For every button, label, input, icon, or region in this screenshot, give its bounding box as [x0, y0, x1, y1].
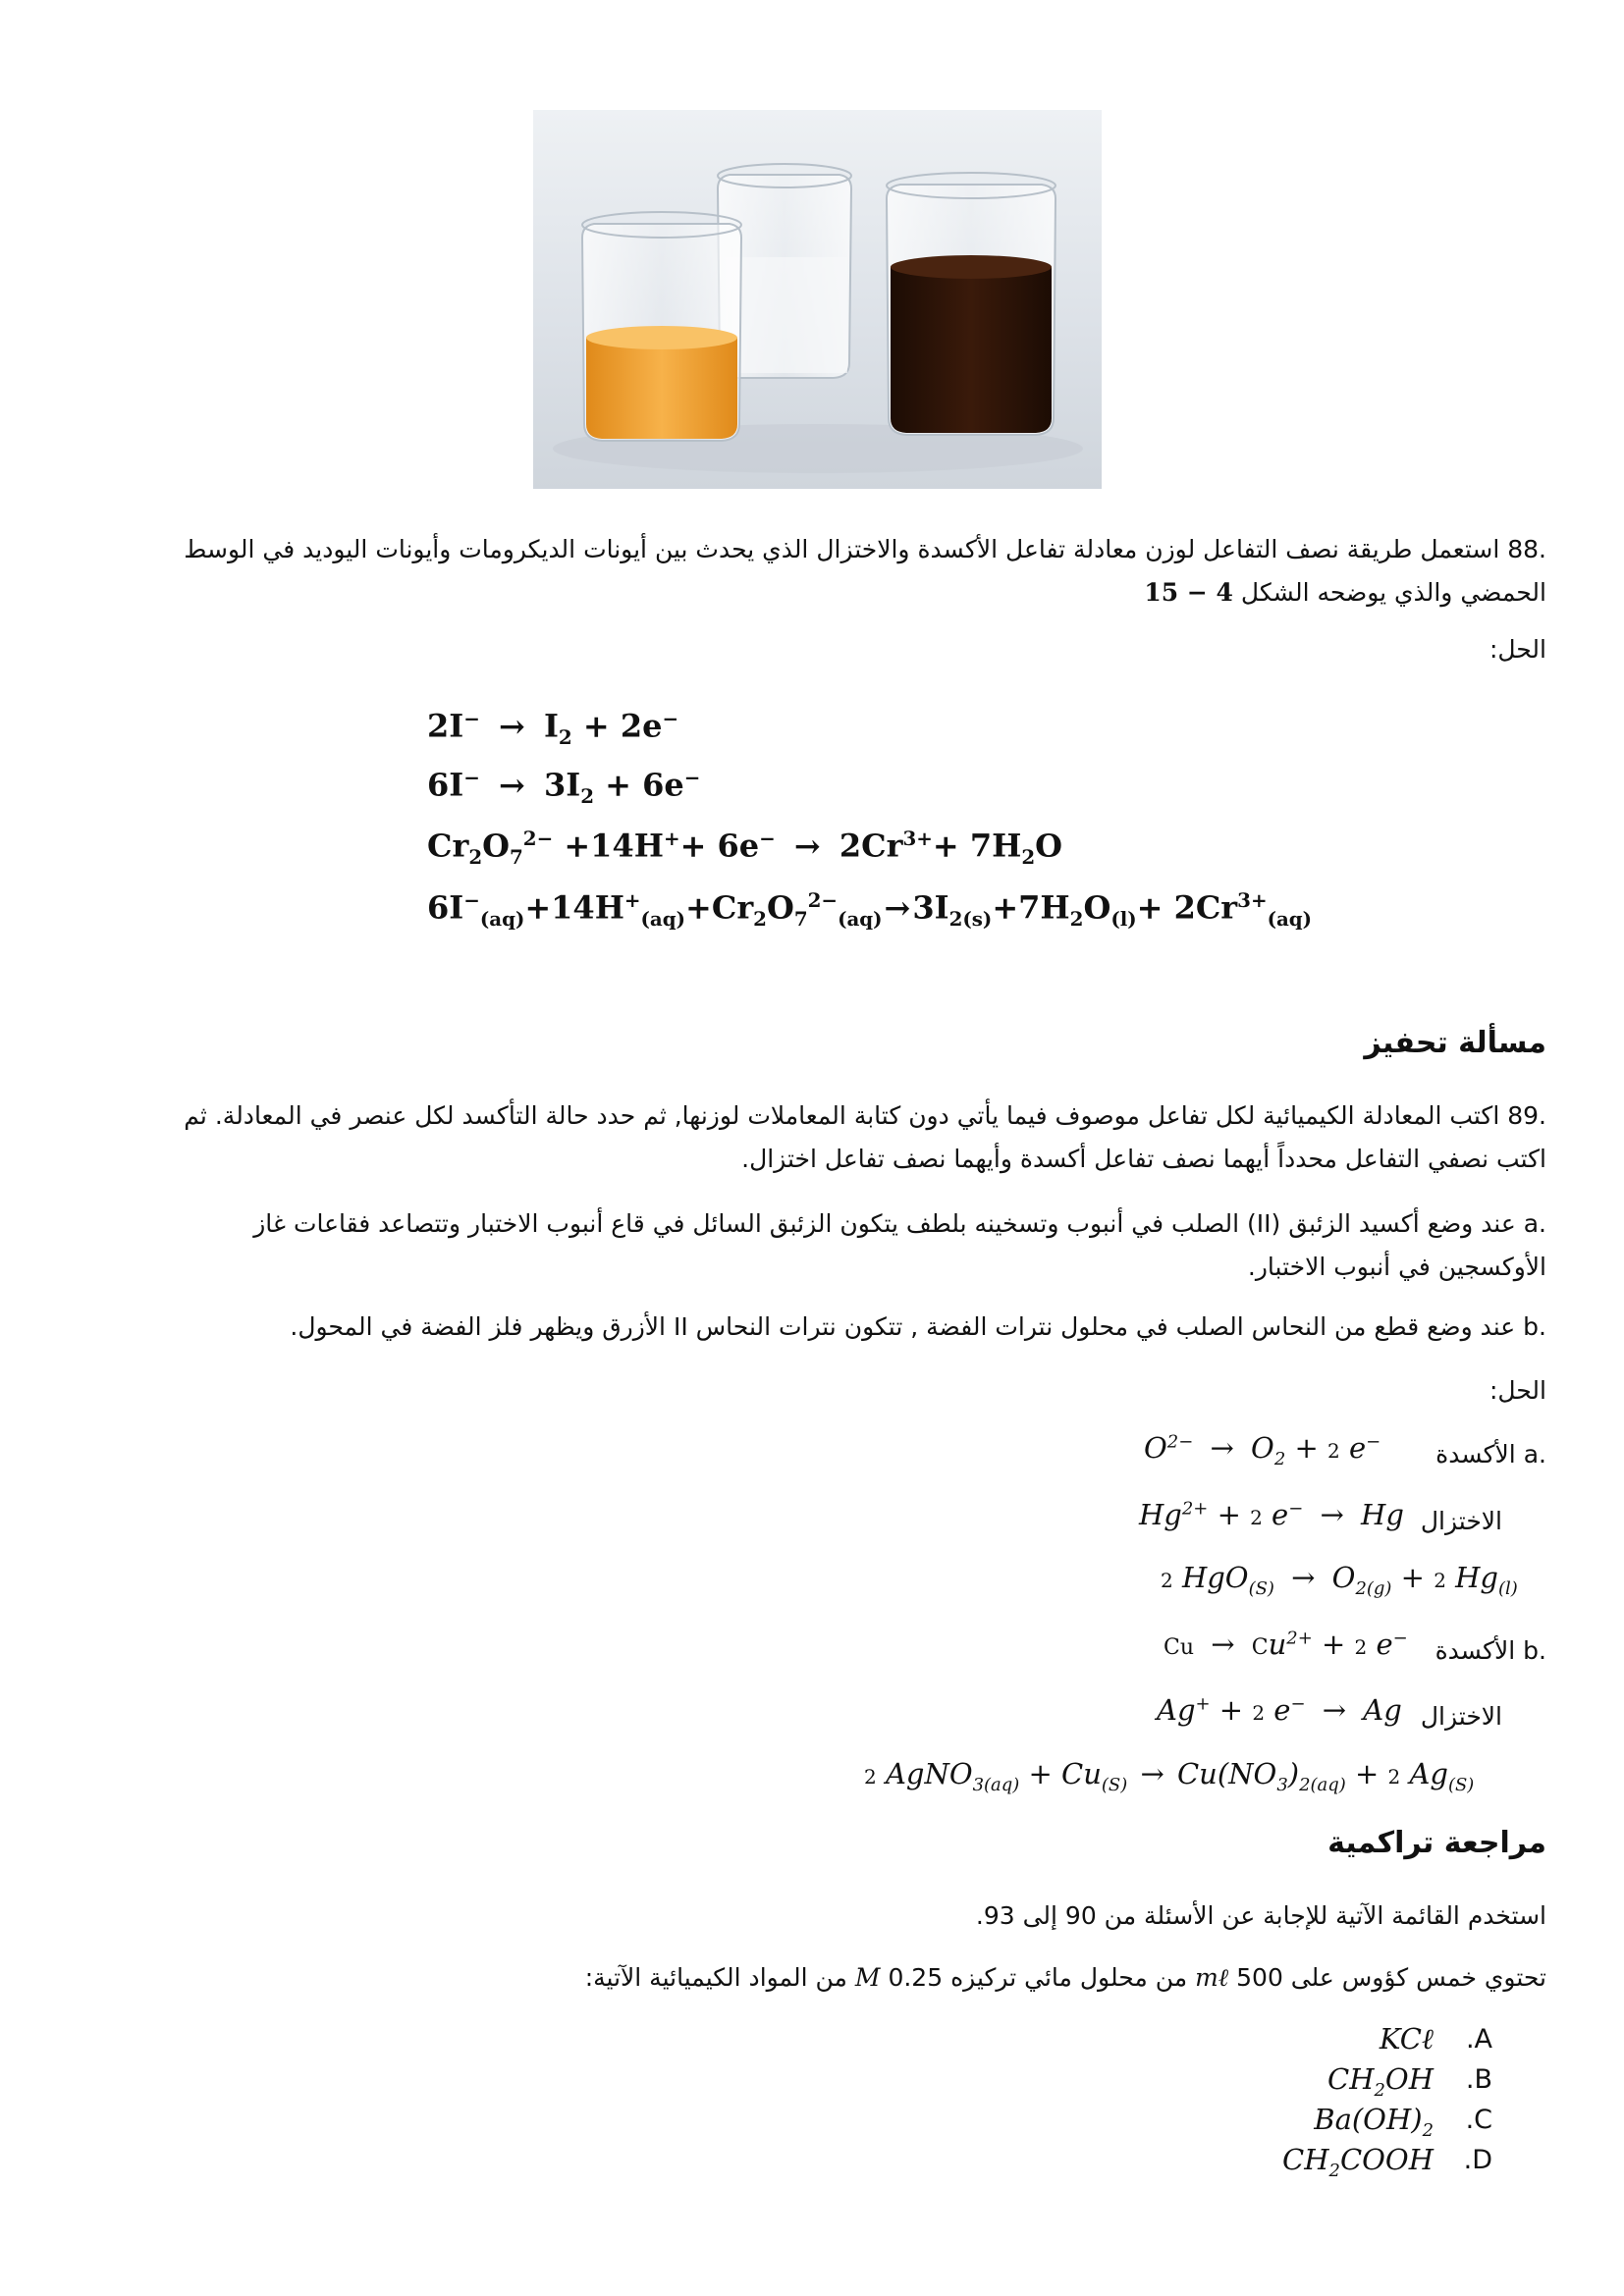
item-c-label: .C [1465, 2105, 1492, 2135]
beakers-photo [533, 110, 1102, 489]
sol-a-net-eq: 2 $HgO_{(S)} \to O_{2(g)} + 2$ $Hg_{(l)}$ [1161, 1561, 1518, 1599]
q89-part-a [123, 1202, 1546, 1289]
review-title: مراجعة تراكمية [1327, 1826, 1546, 1860]
sol-a-red-eq: $Hg^{2+} + 2$ e− → Hg [1139, 1498, 1404, 1531]
q88-line2 [123, 571, 1546, 614]
q88-line1: .88 استعمل طريقة نصف التفاعل لوزن معادلة تفاعل الأكسدة والاختزال الذي يحدث بين أيونات الديكرومات وأيونات اليوديد في الوسط [184, 535, 1546, 563]
sol-a-ox-eq: $O^{2-} \to O_2 + 2$ e− [1144, 1431, 1381, 1469]
q89-part-b: .b عند وضع قطع من النحاس الصلب في محلول نترات الفضة , تتكون نترات النحاس II الأزرق ويظهر فلز الفضة في المحول. [290, 1312, 1546, 1341]
sol-b-net-eq: 2 AgNO$_{3(aq)}$ + $Cu_{(S)} \to Cu(NO_3)_{2(aq)} + 2$ $Ag_{(S)}$ [864, 1757, 1475, 1795]
q88-eq2: $6I^- \to 3I_2 + 6e^-$ [427, 766, 701, 809]
q89-a-line2: الأوكسجين في أنبوب الاختبار. [1247, 1253, 1546, 1281]
review-intro: استخدم القائمة الآتية للإجابة عن الأسئلة من 90 إلى 93. [975, 1901, 1546, 1930]
item-b-label: .B [1465, 2064, 1492, 2095]
sol-b-label: .b [1523, 1636, 1546, 1665]
q88-eq4: $6I^-_{(aq)}+14H^+_{(aq)}+Cr_2O_7^{2-}_{(aq)}\to 3I_{2(s)}+7H_2O_{(l)}+ 2Cr^{3+}_{(aq)}$ [427, 888, 1313, 932]
q89-line2: اكتب نصفي التفاعل محدداً أيهما نصف تفاعل أكسدة وأيهما نصف تفاعل اختزال. [741, 1145, 1546, 1173]
orange-beaker [582, 212, 741, 441]
beakers-illustration [533, 110, 1102, 489]
item-d-formula: $CH_2COOH$ [1282, 2143, 1434, 2181]
q89-line1: .89 اكتب المعادلة الكيميائية لكل تفاعل موصوف فيما يأتي دون كتابة المعاملات لوزنها, ثم حدد حالة التأكسد لكل عنصر في المعادلة. ثم [184, 1101, 1546, 1130]
review-beakers-line: تحتوي خمس كؤوس على 500 mℓ من محلول مائي تركيزه 0.25 M من المواد الكيميائية الآتية: [584, 1963, 1546, 1992]
sol-b-ox-eq: $Cu \to Cu^{2+} + 2$ e− [1164, 1628, 1408, 1661]
sol-a-red-label: الاختزال [1420, 1507, 1502, 1535]
sol-b-ox-label: الأكسدة [1435, 1636, 1516, 1665]
item-c-formula: $Ba(OH)_2$ [1314, 2103, 1434, 2141]
q89-solution-label: الحل: [1489, 1376, 1546, 1405]
challenge-title: مسألة تحفيز [1364, 1026, 1546, 1060]
sol-b-red-label: الاختزال [1420, 1702, 1502, 1731]
q89-a-line1: .a عند وضع أكسيد الزئبق (II) الصلب في أنبوب وتسخينه بلطف يتكون الزئبق السائل في قاع أنبوب الاختبار وتتصاعد فقاعات غاز [253, 1209, 1546, 1238]
sol-a-label: .a [1523, 1440, 1546, 1468]
item-a-formula: KCℓ [1379, 2022, 1434, 2056]
q88-solution-label: الحل: [1489, 635, 1546, 664]
item-d-label: .D [1463, 2145, 1492, 2175]
sol-a-ox-label: الأكسدة [1435, 1440, 1516, 1468]
item-a-label: .A [1465, 2024, 1492, 2055]
q88-line2-text: الحمضي والذي يوضحه الشكل [1240, 578, 1546, 607]
sol-b-red-eq: Ag+ + 2 e− → Ag [1157, 1693, 1402, 1727]
q88-text [123, 528, 1546, 614]
dark-beaker [887, 173, 1056, 435]
figure-ref: 15 − 4 [1144, 578, 1233, 607]
item-b-formula: $CH_2OH$ [1327, 2062, 1434, 2101]
q88-eq1: $2I^- \to I_2 + 2e^-$ [427, 707, 679, 750]
q88-eq3: $Cr_2O_7^{2-} +14H^++ 6e^- \to 2Cr^{3+}+ 7H_2O$ [427, 827, 1062, 870]
q89-text [123, 1095, 1546, 1181]
